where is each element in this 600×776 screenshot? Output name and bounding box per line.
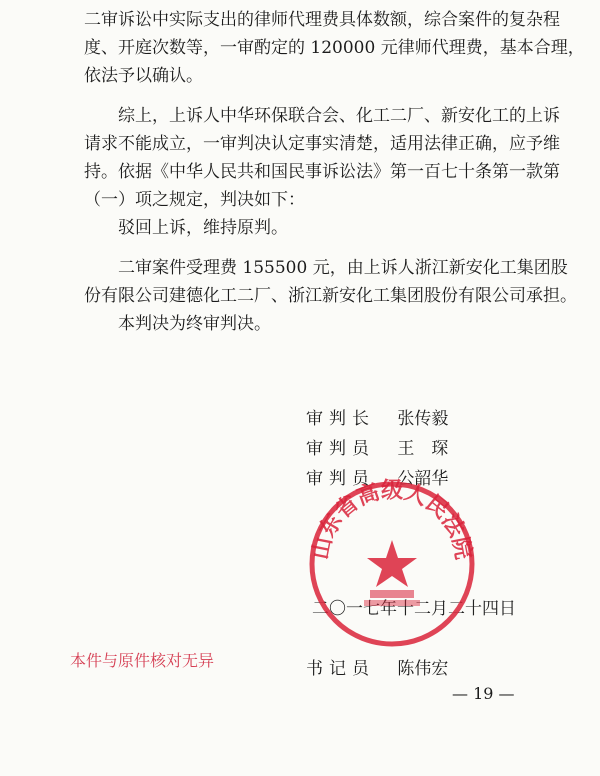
signature-role: 审判员 (306, 469, 375, 489)
court-seal (306, 478, 478, 650)
clerk-name: 陈伟宏 (397, 659, 449, 679)
star-icon (367, 540, 417, 587)
clerk-signature (306, 654, 448, 679)
signature-judge-1 (306, 434, 448, 459)
seal-text: 山东省高级人民法院 (308, 478, 476, 562)
certified-copy-stamp: 本件与原件核对无异 (70, 651, 215, 670)
signature-name: 王 琛 (397, 439, 449, 459)
body-line: 驳回上诉，维持原判。 (118, 218, 288, 238)
body-line: 份有限公司建德化工二厂、浙江新安化工集团股份有限公司承担。 (84, 286, 577, 306)
clerk-role: 书记员 (306, 659, 375, 679)
signature-role: 审判员 (306, 439, 375, 459)
body-line: 综上，上诉人中华环保联合会、化工二厂、新安化工的上诉 (118, 106, 560, 126)
body-line: 本判决为终审判决。 (118, 314, 271, 334)
signature-name: 公韶华 (397, 469, 449, 489)
body-line: 二审案件受理费 155500 元，由上诉人浙江新安化工集团股 (118, 258, 568, 278)
judgment-body (84, 6, 585, 338)
body-line: 二审诉讼中实际支出的律师代理费具体数额，综合案件的复杂程 (84, 10, 560, 30)
signature-role: 审判长 (306, 409, 375, 429)
body-line: 持。依据《中华人民共和国民事诉讼法》第一百七十条第一款第 (84, 162, 560, 182)
body-line: 度、开庭次数等，一审酌定的 120000 元律师代理费，基本合理， (84, 38, 585, 58)
body-line: 依法予以确认。 (84, 66, 203, 86)
body-line: 请求不能成立，一审判决认定事实清楚，适用法律正确，应予维 (84, 134, 560, 154)
signature-presiding-judge (306, 404, 448, 429)
body-line: （一）项之规定，判决如下： (84, 190, 305, 210)
judgment-date: 二〇一七年十二月二十四日 (312, 599, 516, 619)
signature-name: 张传毅 (397, 409, 449, 429)
page-number: — 19 — (452, 684, 515, 703)
